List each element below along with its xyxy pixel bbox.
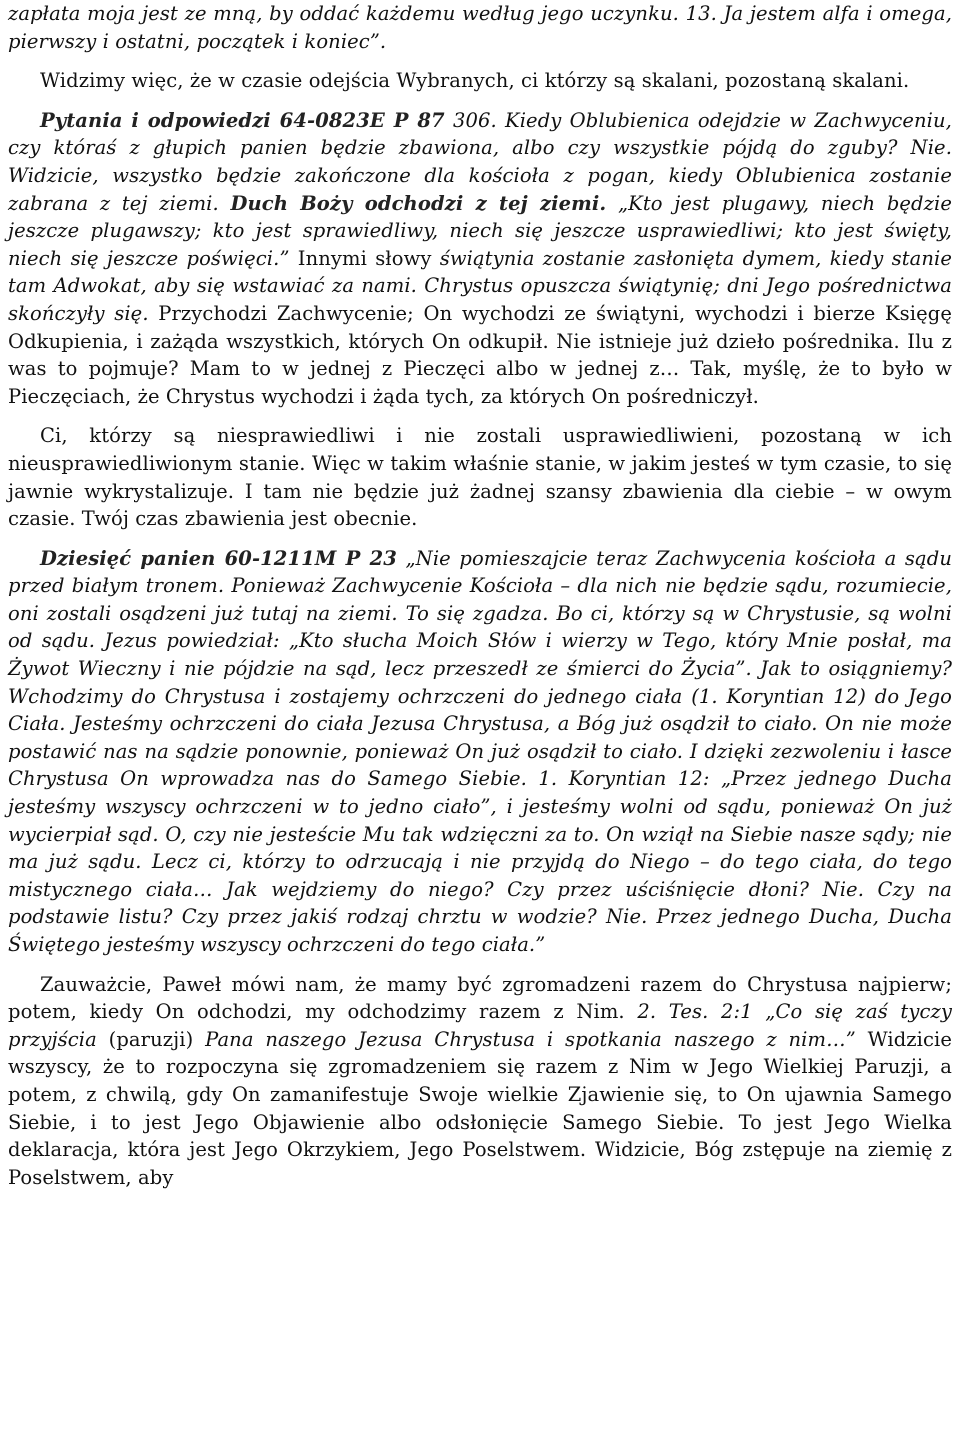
reference-heading: Pytania i odpowiedzi 64-0823E P 87 (40, 108, 445, 132)
body-text: Innymi słowy (289, 246, 440, 270)
body-text: Widzimy więc, że w czasie odejścia Wybranych, ci którzy są skalani, pozostaną skalani. (40, 69, 910, 93)
reference-heading: Duch Boży odchodzi z tej ziemi. (230, 191, 607, 215)
paragraph-2 (8, 67, 952, 95)
paragraph-5 (8, 545, 952, 959)
paragraph-3 (8, 107, 952, 411)
quoted-text: Pana naszego Jezusa Chrystusa i spotkania naszego z nim…” (205, 1027, 856, 1051)
paragraph-6 (8, 971, 952, 1192)
quoted-text: zapłata moja jest ze mną, by oddać każdemu według jego uczynku. 13. Ja jestem alfa i omega, pierwszy i ostatni, początek i koniec”. (8, 2, 952, 53)
paragraph-4 (8, 422, 952, 532)
paragraph-1 (8, 0, 952, 55)
quoted-text: 306. Kiedy Oblubienica odejdzie w Zachwyceniu, czy któraś z głupich panien będzie zbawiona, albo czy wszystkie pójdą do zguby? Nie. Widzicie, wszystko będzie zakończone dla kościoła z pogan, kiedy Oblubienica zostanie zabrana z tej ziemi. (8, 108, 952, 215)
body-text: Zauważcie, Paweł mówi nam, że mamy być zgromadzeni razem do Chrystusa najpierw; potem, kiedy On odchodzi, my odchodzimy razem z Nim. (8, 972, 952, 1024)
quoted-text: „Kto jest plugawy, niech będzie jeszcze plugawszy; kto jest sprawiedliwy, niech się jeszcze usprawiedliwi; kto jest święty, niech się jeszcze poświęci.” (8, 191, 952, 270)
reference-heading: Dziesięć panien 60-1211M P 23 (40, 546, 397, 570)
quoted-text: 2. Tes. 2:1 „Co się zaś tyczy przyjścia (8, 1000, 952, 1051)
body-text: (paruzji) (96, 1027, 206, 1051)
body-text: Przychodzi Zachwycenie; On wychodzi ze świątyni, wychodzi i bierze Księgę Odkupienia, i zażąda wszystkich, których On odkupił. Nie istnieje już dzieło pośrednika. Ilu z was to pojmuje? Mam to w jednej z Pieczęci albo w jednej z… Tak, myślę, że to było w Pieczęciach, że Chrystus wychodzi i żąda tych, za których On pośredniczył. (8, 301, 952, 408)
quoted-text: świątynia zostanie zasłonięta dymem, kiedy stanie tam Adwokat, aby się wstawiać za nami. Chrystus opuszcza świątynię; dni Jego pośrednictwa skończyły się. (8, 246, 952, 325)
body-text: Ci, którzy są niesprawiedliwi i nie zostali usprawiedliwieni, pozostaną w ich nieusprawiedliwionym stanie. Więc w takim właśnie stanie, w jakim jesteś w tym czasie, to się jawnie wykrystalizuje. I tam nie będzie już żadnej szansy zbawienia dla ciebie – w owym czasie. Twój czas zbawienia jest obecnie. (8, 424, 952, 531)
quoted-text: „Nie pomieszajcie teraz Zachwycenia kościoła a sądu przed białym tronem. Ponieważ Zachwycenie Kościoła – dla nich nie będzie sądu, rozumiecie, oni zostali osądzeni już tutaj na ziemi. To się zgadza. Bo ci, którzy są w Chrystusie, są wolni od sądu. Jezus powiedział: „Kto słucha Moich Słów i wierzy w Tego, który Mnie posłał, ma Żywot Wieczny i nie pójdzie na sąd, lecz przeszedł ze śmierci do Życia”. Jak to osiągniemy? Wchodzimy do Chrystusa i zostajemy ochrzczeni do jednego ciała (1. Koryntian 12) do Jego Ciała. Jesteśmy ochrzczeni do ciała Jezusa Chrystusa, a Bóg już osądził to ciało. On nie może postawić nas na sądzie ponownie, ponieważ On już osądził to ciało. I dzięki zezwoleniu i łasce Chrystusa On wprowadza nas do Samego Siebie. 1. Koryntian 12: „Przez jednego Ducha jesteśmy wszyscy ochrzczeni w to jedno ciało”, i jesteśmy wolni od sądu, ponieważ On już wycierpiał sąd. O, czy nie jesteście Mu tak wdzięczni za to. On wziął na Siebie nasze sądy; nie ma już sądu. Lecz ci, którzy to odrzucają i nie przyjdą do Niego – do tego ciała, do tego mistycznego ciała… Jak wejdziemy do niego? Czy przez uściśnięcie dłoni? Nie. Czy na podstawie listu? Czy przez jakiś rodzaj chrztu w wodzie? Nie. Przez jednego Ducha, Ducha Świętego jesteśmy wszyscy ochrzczeni do tego ciała.” (8, 546, 952, 956)
body-text: Widzicie wszyscy, że to rozpoczyna się zgromadzeniem się razem z Nim w Jego Wielkiej Paruzji, a potem, z chwilą, gdy On zamanifestuje Swoje wielkie Zjawienie się, to On ujawnia Samego Siebie, i to jest Jego Objawienie albo odsłonięcie Samego Siebie. To jest Jego Wielka deklaracja, która jest Jego Okrzykiem, Jego Poselstwem. Widzicie, Bóg zstępuje na ziemię z Poselstwem, aby (8, 1027, 952, 1189)
